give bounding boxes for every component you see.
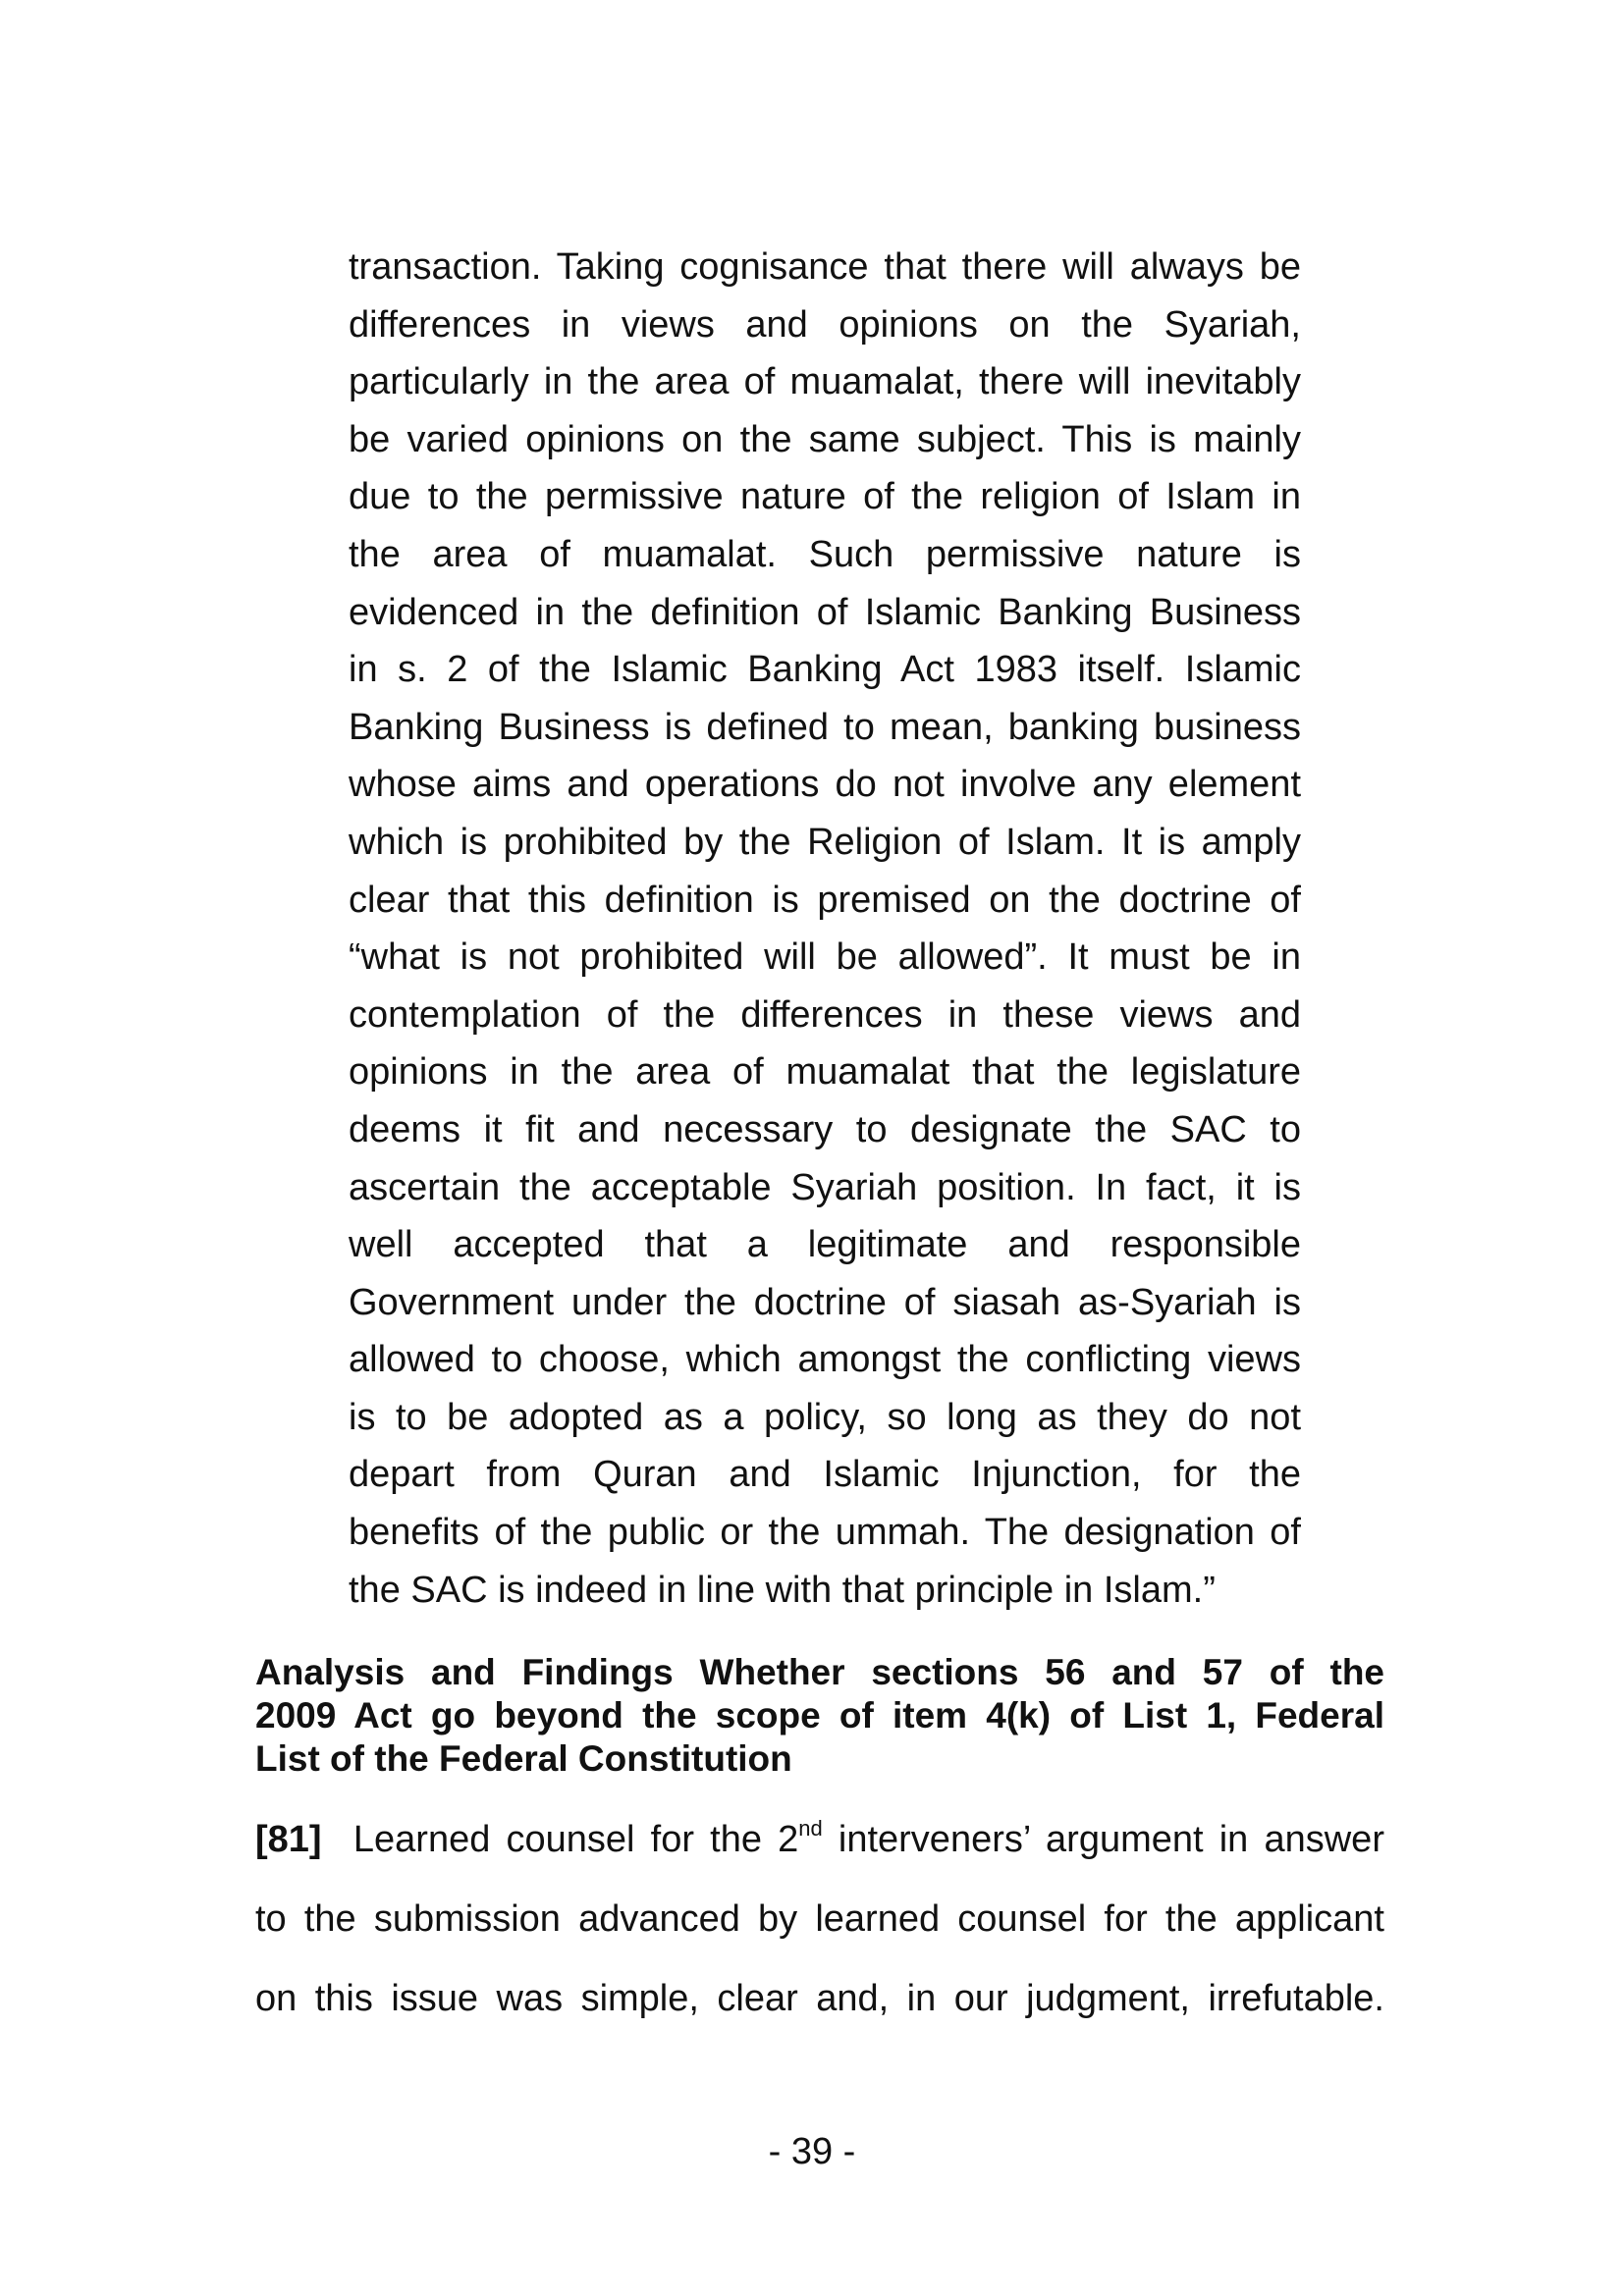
quoted-passage xyxy=(349,239,1301,1619)
paragraph-line xyxy=(255,1811,1384,1891)
quote-line: differences in views and opinions on the Syariah, xyxy=(349,303,1301,346)
quote-line: the SAC is indeed in line with that principle in Islam.” xyxy=(349,1569,1216,1611)
quote-line: transaction. Taking cognisance that there will always be xyxy=(349,246,1301,288)
heading-line: 2009 Act go beyond the scope of item 4(k) of List 1, Federal xyxy=(255,1695,1384,1735)
section-heading xyxy=(255,1651,1384,1781)
page-number: - 39 - xyxy=(768,2131,856,2172)
paragraph-81 xyxy=(255,1811,1384,2050)
ordinal-superscript: nd xyxy=(798,1816,823,1841)
quote-line: is to be adopted as a policy, so long as they do not xyxy=(349,1396,1301,1438)
quote-line: be varied opinions on the same subject. This is mainly xyxy=(349,418,1301,460)
quote-line: contemplation of the differences in these views and xyxy=(349,993,1301,1036)
quote-line: whose aims and operations do not involve any element xyxy=(349,764,1301,806)
quote-line: the area of muamalat. Such permissive nature is xyxy=(349,533,1301,575)
quote-line: deems it fit and necessary to designate the SAC to xyxy=(349,1108,1301,1150)
quote-line: Banking Business is defined to mean, banking business xyxy=(349,706,1301,748)
quote-line: Government under the doctrine of siasah as-Syariah is xyxy=(349,1281,1301,1323)
quote-line: “what is not prohibited will be allowed”. It must be in xyxy=(349,936,1301,979)
quote-line: evidenced in the definition of Islamic Banking Business xyxy=(349,591,1301,633)
quote-line: in s. 2 of the Islamic Banking Act 1983 itself. Islamic xyxy=(349,649,1301,691)
quote-line: ascertain the acceptable Syariah position. In fact, it is xyxy=(349,1166,1301,1208)
quote-line: due to the permissive nature of the religion of Islam in xyxy=(349,476,1301,518)
paragraph-line: on this issue was simple, clear and, in our judgment, irrefutable. xyxy=(255,1978,1384,2019)
quote-line: particularly in the area of muamalat, there will inevitably xyxy=(349,361,1301,403)
paragraph-text: interveners’ argument in answer xyxy=(822,1819,1384,1860)
quote-line: opinions in the area of muamalat that the legislature xyxy=(349,1051,1301,1094)
paragraph-number: [81] xyxy=(255,1819,322,1860)
quote-line: depart from Quran and Islamic Injunction, for the xyxy=(349,1454,1301,1496)
quote-line: allowed to choose, which amongst the conflicting views xyxy=(349,1339,1301,1381)
heading-line: Analysis and Findings Whether sections 56 and 57 of the xyxy=(255,1652,1384,1692)
paragraph-text: Learned counsel for the 2 xyxy=(352,1819,799,1860)
heading-line: List of the Federal Constitution xyxy=(255,1738,792,1779)
paragraph-line: to the submission advanced by learned counsel for the applicant xyxy=(255,1898,1384,1940)
quote-line: clear that this definition is premised on the doctrine of xyxy=(349,879,1301,921)
quote-line: benefits of the public or the ummah. The designation of xyxy=(349,1512,1301,1554)
quote-line: well accepted that a legitimate and responsible xyxy=(349,1224,1301,1266)
quote-line: which is prohibited by the Religion of Islam. It is amply xyxy=(349,821,1301,863)
